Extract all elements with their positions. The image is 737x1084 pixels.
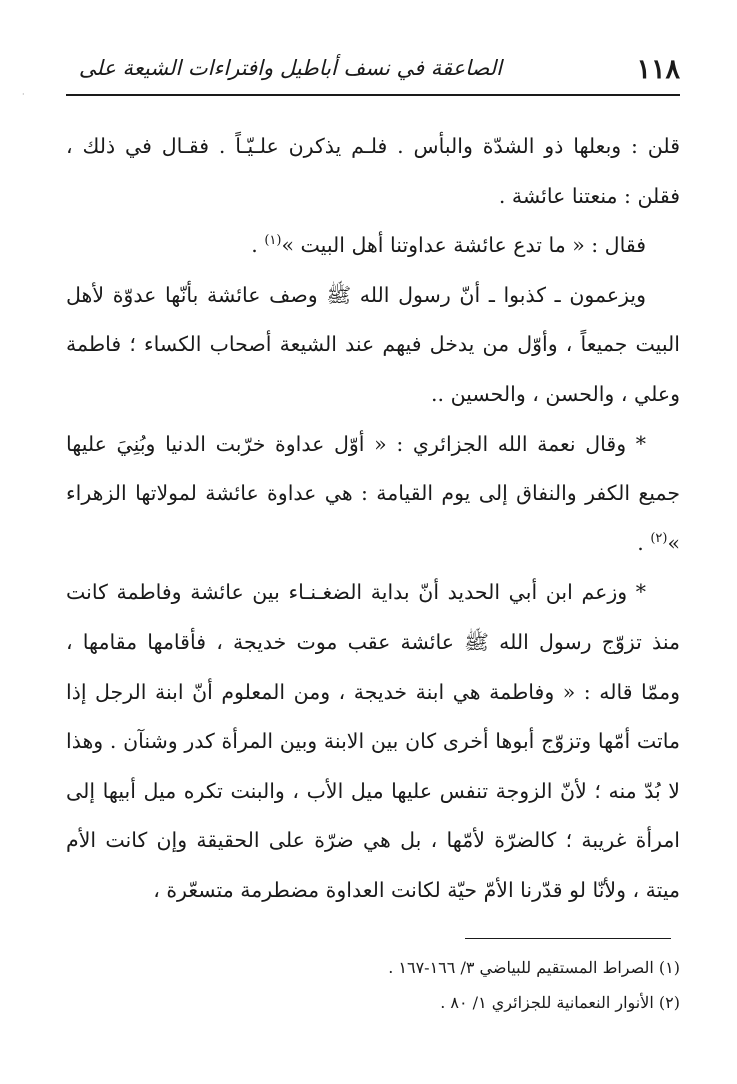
- page-number: ١١٨: [636, 54, 680, 85]
- paragraph-2: [66, 221, 680, 271]
- paragraph-4-text: * وقال نعمة الله الجزائري : « أوّل عداوة خرّبت الدنيا وبُنِيَ عليها جميع الكفر والنفاق إلى يوم القيامة : هي عداوة عائشة لمولاتها الزهراء »: [66, 431, 680, 555]
- page-header: [66, 44, 680, 96]
- footnote-divider: [465, 938, 671, 939]
- footnote-2: (٢) الأنوار النعمانية للجزائري ١/ ٨٠ .: [440, 993, 680, 1012]
- paragraph-4-end: .: [637, 530, 651, 555]
- paragraph-5: * وزعم ابن أبي الحديد أنّ بداية الضغـنـاء بين عائشة وفاطمة كانت منذ تزوّج رسول الله ﷺ عائشة عقب موت خديجة ، فأقامها مقامها ، وممّا قاله : « وفاطمة هي ابنة خديجة ، ومن المعلوم أنّ ابنة الرجل إذا ماتت أمّها وتزوّج أبوها أخرى كان بين الابنة وبين المرأة كدر وشنآن . وهذا لا بُدّ منه ؛ لأنّ الزوجة تنفس عليها ميل الأب ، والبنت تكره ميل أبيها إلى امرأة غريبة ؛ كالضرّة لأمّها ، بل هي ضرّة على الحقيقة وإن كانت الأم ميتة ، ولأنّا لو قدّرنا الأمّ حيّة لكانت العداوة مضطرمة متسعّرة ،: [66, 580, 680, 902]
- footnotes: [66, 950, 680, 1020]
- paragraph-2-end: .: [251, 233, 265, 258]
- footnote-1: (١) الصراط المستقيم للبياضي ٣/ ١٦٦-١٦٧ .: [388, 958, 680, 977]
- main-text: [66, 122, 680, 916]
- paragraph-1: قلن : وبعلها ذو الشدّة والبأس . فلـم يذكرن علـيّـاً . فقـال في ذلك ، فقلن : منعتنا عائشة .: [66, 134, 680, 208]
- footnote-ref-2[interactable]: (٢): [650, 530, 668, 546]
- paragraph-2-text: فقال : « ما تدع عائشة عداوتنا أهل البيت »: [281, 233, 646, 258]
- running-title: الصاعقة في نسف أباطيل وافتراءات الشيعة على: [78, 56, 502, 80]
- footnote-ref-1[interactable]: (١): [264, 233, 282, 249]
- scan-speck: ·: [22, 90, 25, 99]
- paragraph-4: [66, 420, 680, 569]
- paragraph-3: ويزعمون ـ كذبوا ـ أنّ رسول الله ﷺ وصف عائشة بأنّها عدوّة لأهل البيت جميعاً ، وأوّل من يدخل فيهم عند الشيعة أصحاب الكساء ؛ فاطمة وعلي ، والحسن ، والحسين ..: [66, 282, 680, 406]
